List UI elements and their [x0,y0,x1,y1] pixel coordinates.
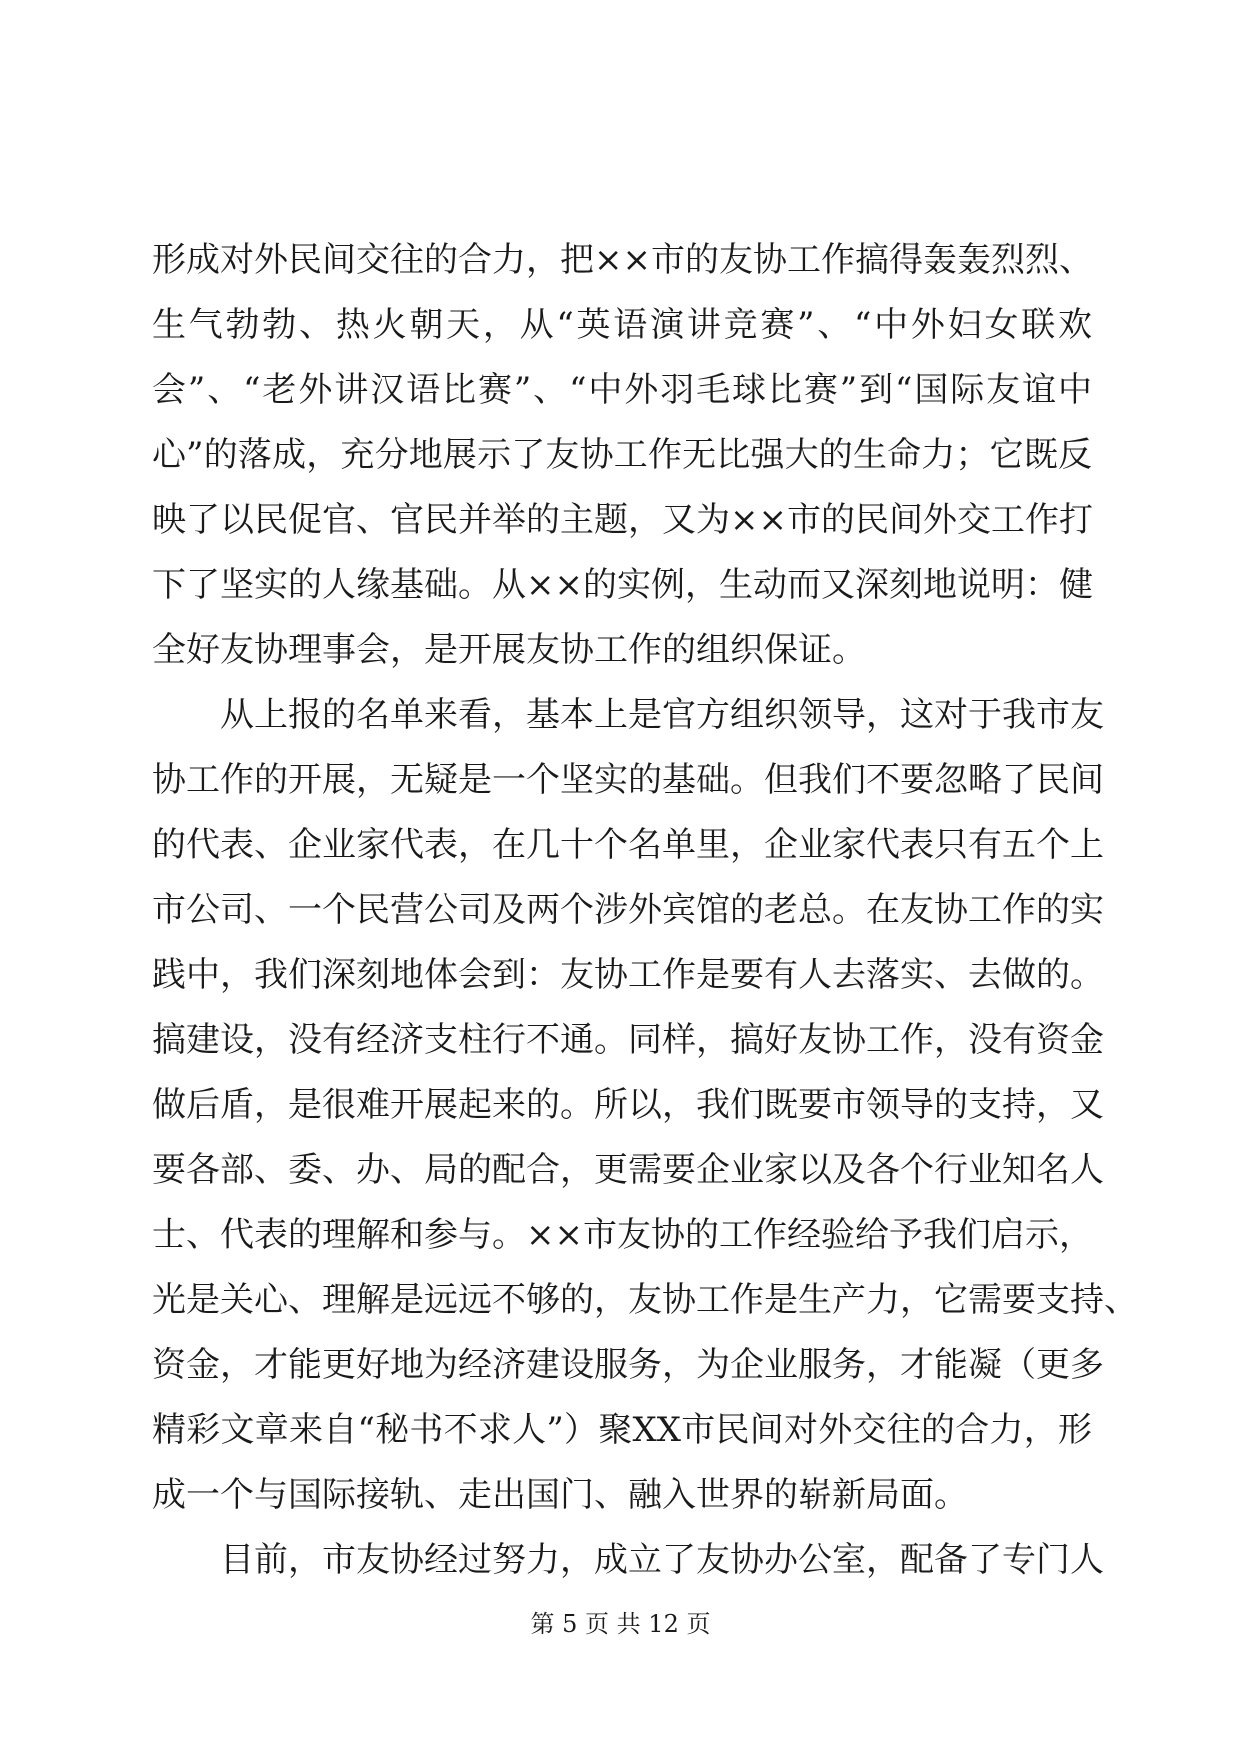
text-line: 搞建设，没有经济支柱行不通。同样，搞好友协工作，没有资金 [152,1020,1104,1060]
text-line: 成一个与国际接轨、走出国门、融入世界的崭新局面。 [152,1475,968,1515]
page-footer [0,1608,1241,1640]
text-line: 士、代表的理解和参与。××市友协的工作经验给予我们启示， [152,1215,1093,1255]
text-line: 精彩文章来自“秘书不求人”）聚XX市民间对外交往的合力，形 [152,1410,1092,1450]
text-line: 形成对外民间交往的合力，把××市的友协工作搞得轰轰烈烈、 [152,240,1093,280]
text-line: 做后盾，是很难开展起来的。所以，我们既要市领导的支持，又 [152,1085,1104,1125]
text-line: 协工作的开展，无疑是一个坚实的基础。但我们不要忽略了民间 [152,760,1104,800]
text-line: 会”、“老外讲汉语比赛”、“中外羽毛球比赛”到“国际友谊中 [152,370,1092,410]
text-line: 光是关心、理解是远远不够的，友协工作是生产力，它需要支持、 [152,1280,1138,1320]
text-line: 下了坚实的人缘基础。从××的实例，生动而又深刻地说明：健 [152,565,1093,605]
text-line: 践中，我们深刻地体会到：友协工作是要有人去落实、去做的。 [152,955,1104,995]
page-number-indicator: 第 5 页 共 12 页 [530,1610,711,1638]
paragraph-1 [152,228,1092,683]
text-line: 的代表、企业家代表，在几十个名单里，企业家代表只有五个上 [152,825,1104,865]
text-line: 市公司、一个民营公司及两个涉外宾馆的老总。在友协工作的实 [152,890,1104,930]
text-line: 资金，才能更好地为经济建设服务，为企业服务，才能凝（更多 [152,1345,1104,1385]
text-line: 心”的落成，充分地展示了友协工作无比强大的生命力；它既反 [152,435,1092,475]
text-line: 从上报的名单来看，基本上是官方组织领导，这对于我市友 [220,695,1104,735]
text-line: 目前，市友协经过努力，成立了友协办公室，配备了专门人 [220,1540,1104,1580]
text-line: 映了以民促官、官民并举的主题，又为××市的民间外交工作打 [152,500,1093,540]
text-line: 生气勃勃、热火朝天，从“英语演讲竞赛”、“中外妇女联欢 [152,305,1092,345]
text-line: 要各部、委、办、局的配合，更需要企业家以及各个行业知名人 [152,1150,1104,1190]
paragraph-3 [152,1528,1104,1593]
paragraph-2 [152,683,1138,1528]
text-line: 全好友协理事会，是开展友协工作的组织保证。 [152,630,866,670]
body-text [152,228,1138,1593]
